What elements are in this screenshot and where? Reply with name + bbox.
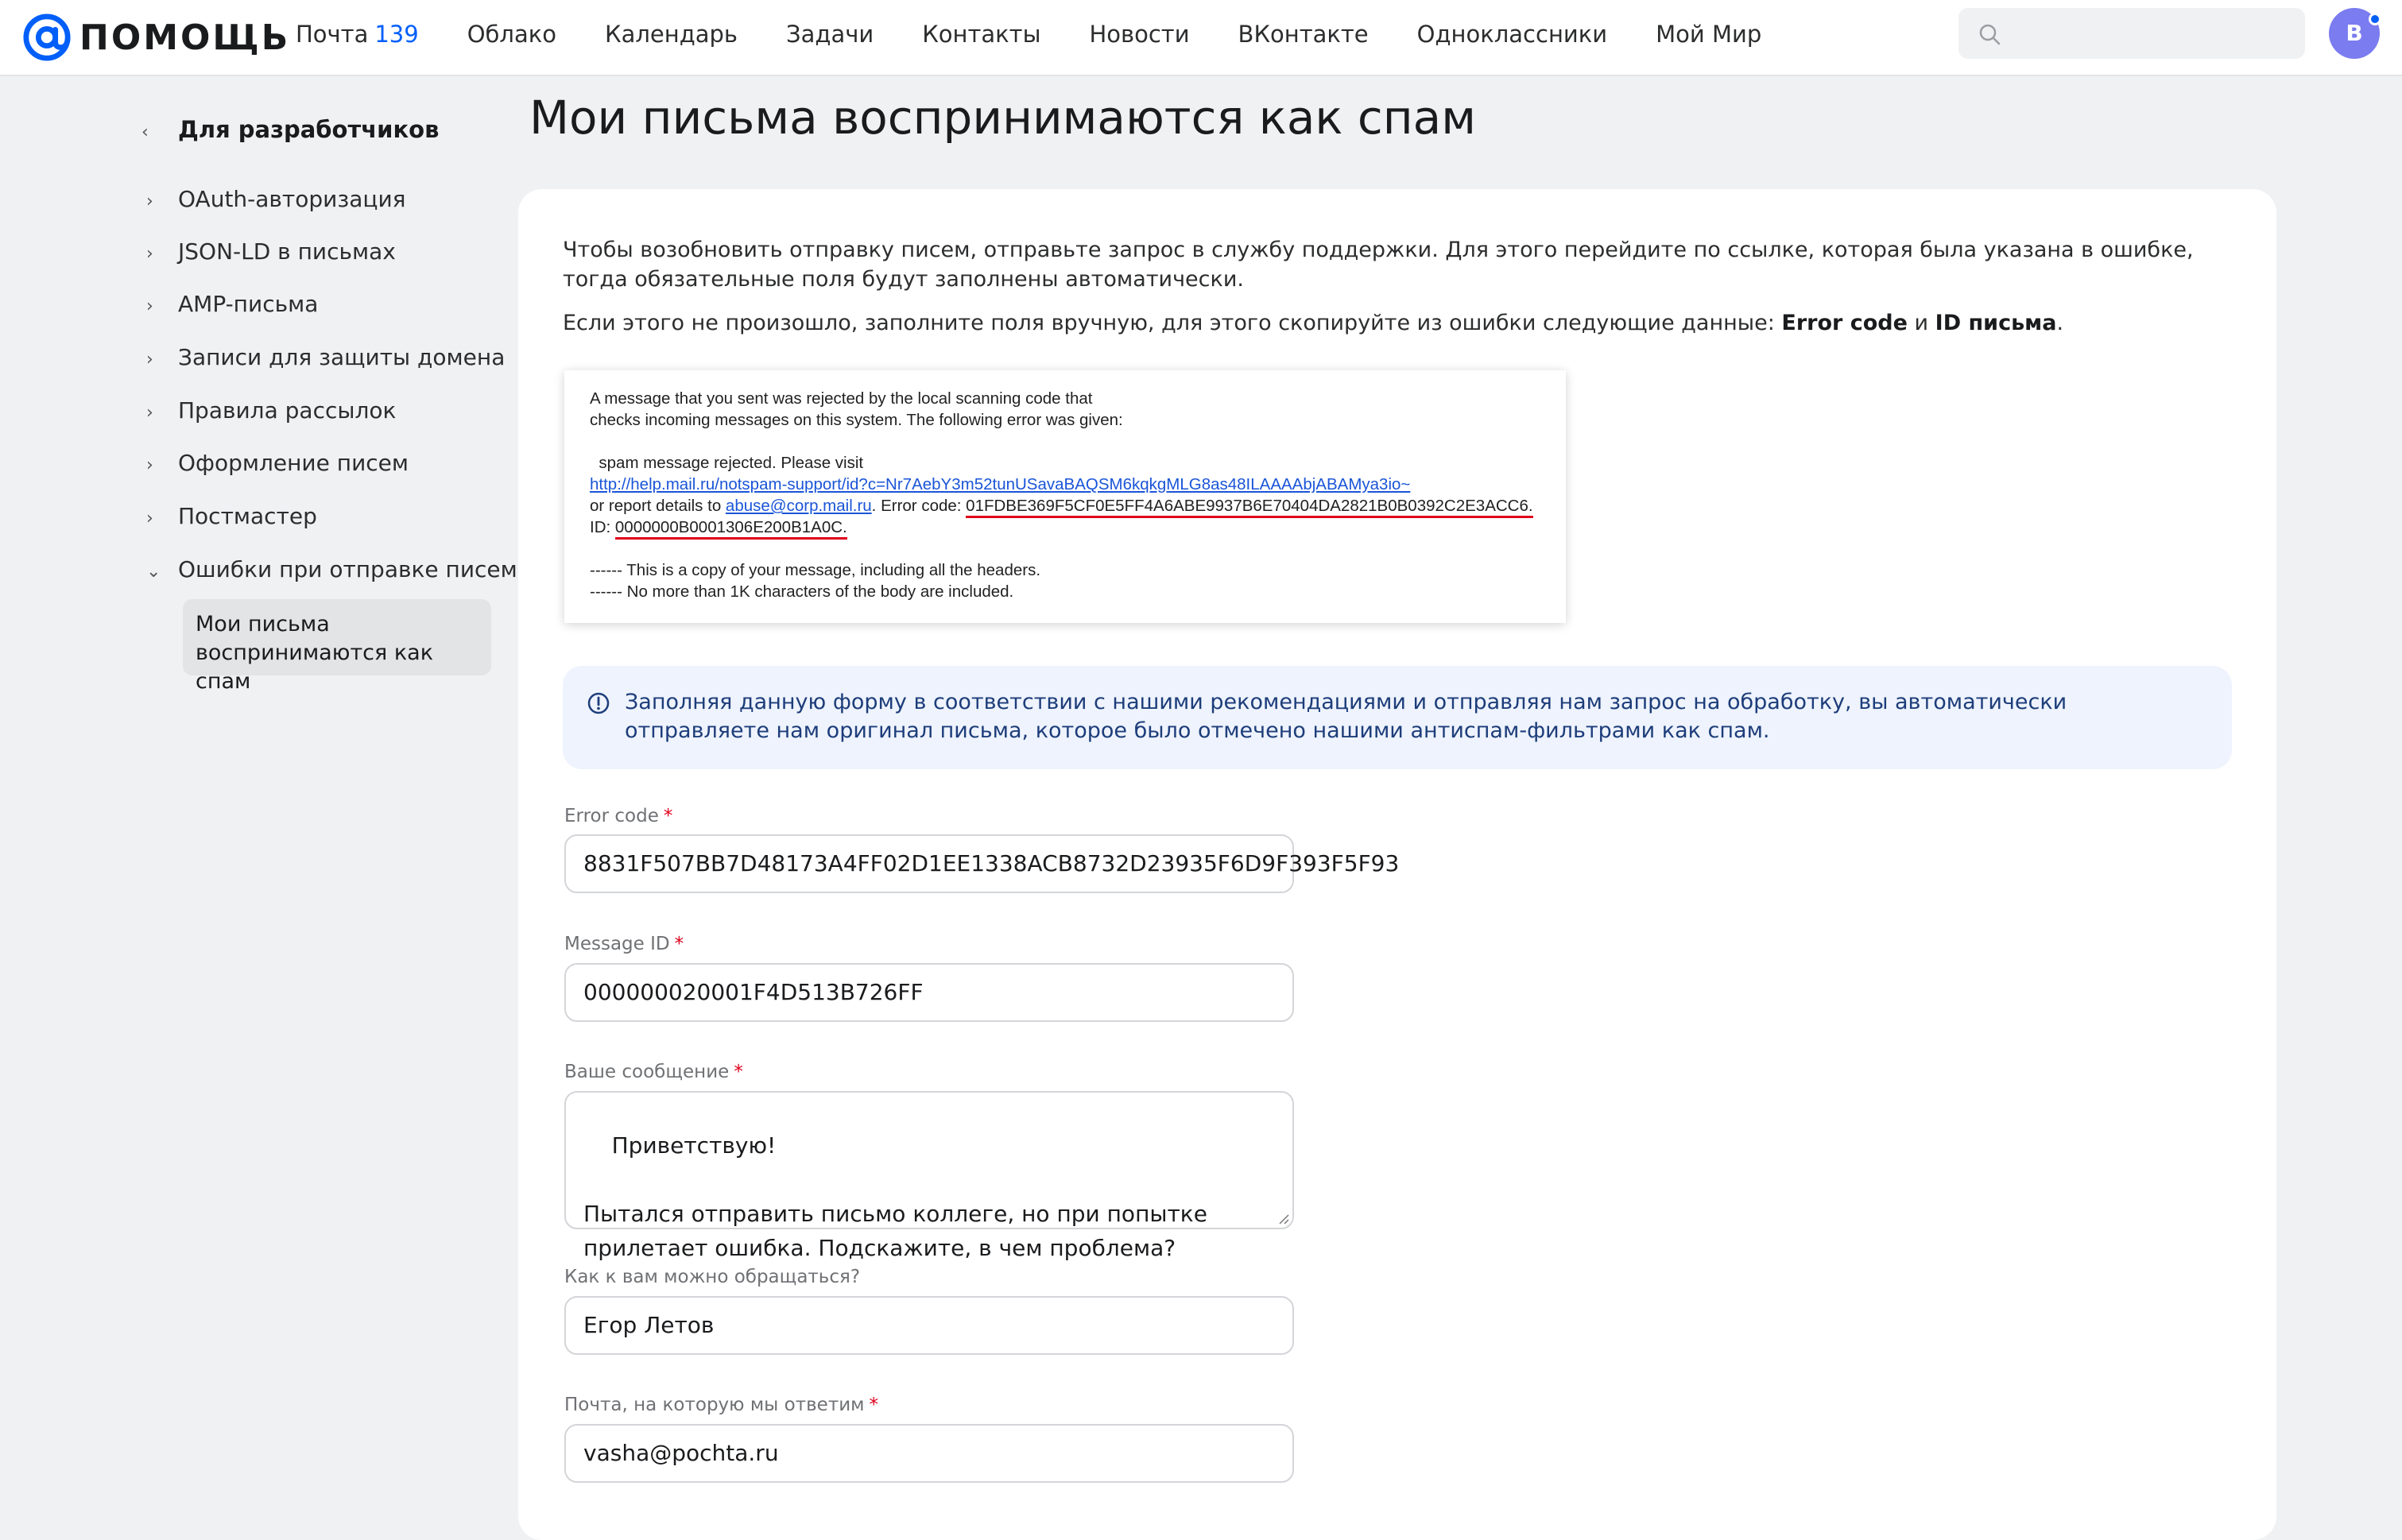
message-label [564,1062,743,1082]
search-input[interactable] [1958,8,2305,59]
sidebar-item-label: Записи для защиты домена [178,344,506,370]
required-mark: * [734,1062,743,1082]
example-line: ------ No more than 1K characters of the body are included. [590,582,1014,601]
user-avatar[interactable] [2329,8,2380,59]
sidebar-item-sending-errors[interactable] [146,556,517,582]
avatar-letter: B [2346,20,2363,46]
chevron-right-icon: › [146,350,153,370]
chevron-left-icon: ‹ [141,122,149,142]
email-label [564,1395,878,1415]
term-message-id: ID письма [1935,311,2057,335]
nav-my-world[interactable]: Мой Мир [1656,21,1762,48]
example-report-line [590,495,1540,517]
chevron-right-icon: › [146,244,153,264]
top-navigation [296,0,1810,68]
search-icon [1978,22,2001,46]
nav-news[interactable]: Новости [1089,21,1190,48]
notification-dot [2369,13,2381,25]
at-sign-icon [22,13,72,62]
info-notice [563,666,2232,769]
manual-and: и [1907,311,1935,335]
required-mark: * [663,806,673,826]
sidebar-item-label: JSON-LD в письмах [178,238,396,265]
sidebar-item-json-ld[interactable] [146,238,396,265]
example-blank [590,431,1540,452]
sidebar-item-spam-active[interactable]: Мои письма воспринимаются как спам [183,599,491,675]
sidebar-item-postmaster[interactable] [146,503,317,529]
name-label: Как к вам можно обращаться? [564,1267,861,1287]
example-abuse-email[interactable]: abuse@corp.mail.ru [725,497,872,515]
nav-calendar[interactable]: Календарь [605,21,738,48]
manual-instructions [563,308,2240,338]
example-id-line [590,517,1540,538]
page-title: Мои письма воспринимаются как спам [529,91,1476,145]
field-label: Error code [564,806,659,826]
example-line: A message that you sent was rejected by the local scanning code that [590,389,1093,408]
resize-grip-icon[interactable] [1277,1212,1289,1225]
example-line: ------ This is a copy of your message, including all the headers. [590,561,1041,579]
manual-prefix: Если этого не произошло, заполните поля вручную, для этого скопируйте из ошибки следующие данные: [563,311,1782,335]
intro-text: Чтобы возобновить отправку писем, отправьте запрос в службу поддержки. Для этого перейдите по ссылке, которая была указана в ошибке, тогда обязательные поля будут заполнены автоматически. [563,238,2194,292]
message-text: Приветствую! Пытался отправить письмо коллеге, но при попытке прилетает ошибка. Подскажите, в чем проблема? [583,1132,1207,1261]
id-prefix: ID: [590,518,615,536]
nav-tasks[interactable]: Задачи [786,21,874,48]
chevron-right-icon: › [146,455,153,475]
manual-suffix: . [2056,311,2064,335]
field-label: Message ID [564,934,670,954]
notice-text: Заполняя данную форму в соответствии с нашими рекомендациями и отправляя нам запрос на обработку, вы автоматически отправляете нам оригинал письма, которое было отмечено нашими антиспам-фильтрами как спам. [625,690,2067,743]
report-mid: . Error code: [871,497,967,515]
top-header [0,0,2402,76]
name-input[interactable]: Егор Летов [564,1296,1294,1355]
nav-vkontakte[interactable]: ВКонтакте [1238,21,1369,48]
nav-odnoklassniki[interactable]: Одноклассники [1416,21,1608,48]
nav-cloud[interactable]: Облако [467,21,556,48]
sidebar-item-label: Правила рассылок [178,397,397,424]
sidebar-item-email-design[interactable] [146,450,409,476]
chevron-right-icon: › [146,296,153,316]
sidebar-back-link[interactable] [141,116,439,143]
info-icon [587,691,610,715]
example-message-id: 0000000B0001306E200B1A0C. [615,518,847,540]
field-label: Почта, на которую мы ответим [564,1395,865,1415]
example-line: spam message rejected. Please visit [590,454,864,472]
chevron-right-icon: › [146,192,153,211]
example-blank [590,538,1540,559]
error-code-input[interactable]: 8831F507BB7D48173A4FF02D1EE1338ACB8732D23935F6D9F393F5F93 [564,834,1294,893]
sidebar-item-label: Постмастер [178,503,317,529]
chevron-right-icon: › [146,403,153,423]
example-error-code: 01FDBE369F5CF0E5FF4A6ABE9937B6E70404DA2821B0B0392C2E3ACC6. [966,497,1532,518]
mail-unread-count: 139 [374,21,419,48]
sidebar-item-mailing-rules[interactable] [146,397,396,424]
message-id-input[interactable]: 000000020001F4D513B726FF [564,963,1294,1022]
chevron-down-icon: ⌄ [146,562,161,582]
nav-mail[interactable] [296,21,419,48]
message-id-label [564,934,684,954]
sidebar-item-label: OAuth-авторизация [178,186,406,212]
sidebar-item-domain-records[interactable] [146,344,505,370]
chevron-right-icon: › [146,509,153,528]
report-prefix: or report details to [590,497,726,515]
nav-contacts[interactable]: Контакты [922,21,1041,48]
sidebar-item-label: Ошибки при отправке писем [178,556,517,582]
nav-mail-label: Почта [296,21,369,48]
sidebar-item-label: AMP-письма [178,291,319,317]
example-line: checks incoming messages on this system. The following error was given: [590,411,1123,429]
sidebar-item-label: Оформление писем [178,450,409,476]
email-input[interactable]: vasha@pochta.ru [564,1424,1294,1483]
term-error-code: Error code [1781,311,1908,335]
sidebar-back-label: Для разработчиков [178,116,440,143]
field-label: Ваше сообщение [564,1062,730,1082]
message-textarea[interactable] [564,1091,1294,1261]
sidebar-item-oauth[interactable] [146,186,406,212]
sidebar-item-amp[interactable] [146,291,318,317]
required-mark: * [674,934,684,954]
error-code-label [564,806,672,826]
example-support-link[interactable]: http://help.mail.ru/notspam-support/id?c=Nr7AebY3m52tunUSavaBAQSM6kqkgMLG8as48ILAAAAbjABAMya3io~ [590,475,1411,493]
content-card [518,189,2276,1540]
error-message-example [564,370,1566,623]
help-logo[interactable] [22,11,290,64]
logo-text: ПОМОЩЬ [79,17,291,58]
required-mark: * [869,1395,879,1415]
